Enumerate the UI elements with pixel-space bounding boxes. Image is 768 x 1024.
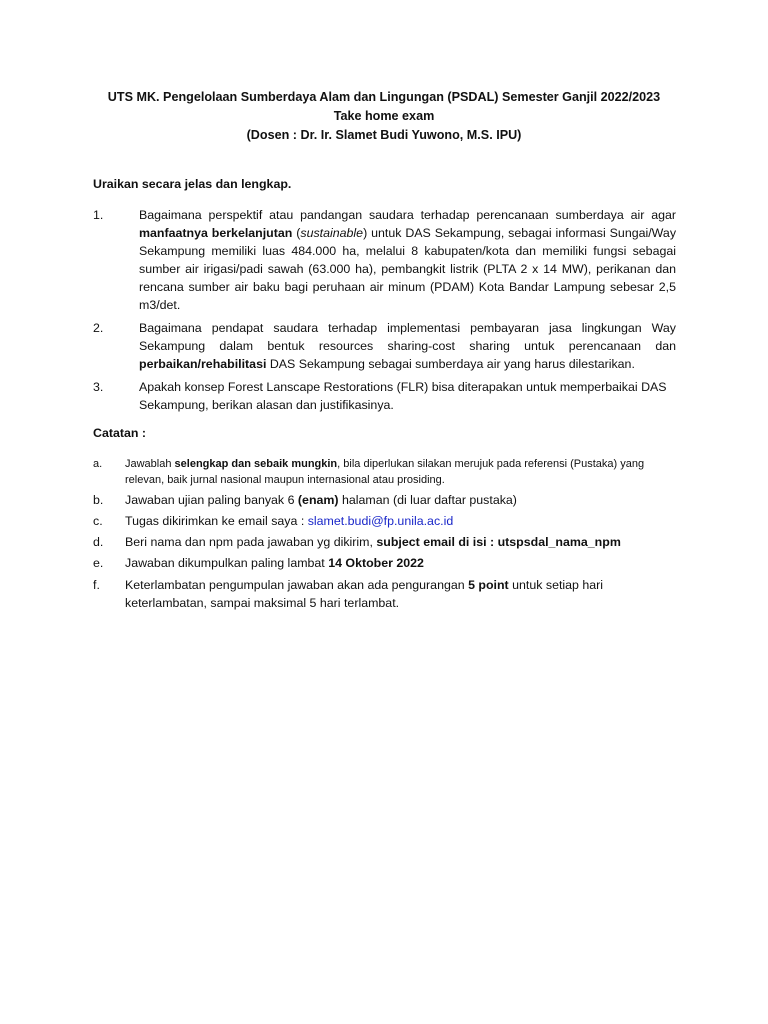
note-text — [125, 491, 676, 509]
note-text-part: Tugas dikirimkan ke email saya : — [125, 514, 308, 528]
notes-heading: Catatan : — [93, 426, 147, 440]
question-text — [139, 378, 676, 414]
note-letter: e. — [93, 556, 104, 570]
question-text-part: ( — [292, 226, 301, 240]
note-text-part: untuk setiap hari keterlambatan, sampai maksimal 5 hari terlambat. — [125, 578, 604, 610]
note-item — [93, 576, 676, 612]
note-text — [125, 456, 676, 488]
note-letter: d. — [93, 535, 104, 549]
question-bold-text: perbaikan/rehabilitasi — [139, 357, 267, 371]
instruction-text: Uraikan secara jelas dan lengkap. — [93, 177, 292, 191]
note-bold-text: selengkap dan sebaik mungkin — [174, 458, 338, 470]
document-header — [0, 88, 768, 145]
question-item — [93, 378, 676, 414]
note-text-part: Jawaban ujian paling banyak 6 — [125, 493, 298, 507]
note-item — [93, 554, 676, 572]
question-item — [93, 319, 676, 373]
note-text — [125, 512, 676, 530]
lecturer-line: (Dosen : Dr. Ir. Slamet Budi Yuwono, M.S. IPU) — [246, 128, 522, 142]
note-letter: c. — [93, 514, 103, 528]
question-italic-text: sustainable — [300, 226, 364, 240]
note-letter: a. — [93, 458, 103, 470]
note-text — [125, 533, 676, 551]
note-text-part: Keterlambatan pengumpulan jawaban akan ada pengurangan — [125, 578, 469, 592]
note-bold-text: 14 Oktober 2022 — [328, 556, 424, 570]
note-text-part: halaman (di luar daftar pustaka) — [338, 493, 517, 507]
note-text-part: , bila diperlukan silakan merujuk pada referensi (Pustaka) yang relevan, baik jurnal nasional maupun internasional atau prosiding. — [125, 458, 645, 486]
question-text — [139, 319, 676, 373]
question-number: 1. — [93, 208, 104, 222]
note-item — [93, 491, 676, 509]
note-letter: b. — [93, 493, 104, 507]
exam-title: UTS MK. Pengelolaan Sumberdaya Alam dan Lingungan (PSDAL) Semester Ganjil 2022/2023 — [107, 90, 661, 104]
question-text — [139, 206, 676, 314]
note-text-part: Jawaban dikumpulkan paling lambat — [125, 556, 329, 570]
note-text — [125, 554, 676, 572]
note-bold-text: subject email di isi : utspsdal_nama_npm — [376, 535, 621, 549]
note-text-part: Jawablah — [125, 458, 175, 470]
note-text — [125, 576, 676, 612]
note-item — [93, 512, 676, 530]
question-text-part: Apakah konsep Forest Lanscape Restorations (FLR) bisa diterapakan untuk memperbaikai DAS Sekampung, berikan alasan dan justifikasinya. — [139, 380, 667, 412]
note-item — [93, 456, 676, 488]
question-text-part: DAS Sekampung sebagai sumberdaya air yang harus dilestarikan. — [266, 357, 635, 371]
question-number: 3. — [93, 380, 104, 394]
question-number: 2. — [93, 321, 104, 335]
note-item — [93, 533, 676, 551]
note-bold-text: (enam) — [297, 493, 339, 507]
question-bold-text: manfaatnya berkelanjutan — [139, 226, 293, 240]
exam-subtitle: Take home exam — [333, 109, 435, 123]
question-text-part: Bagaimana perspektif atau pandangan saudara terhadap perencanaan sumberdaya air agar — [139, 208, 676, 222]
note-bold-text: 5 point — [468, 578, 509, 592]
note-text-part: Beri nama dan npm pada jawaban yg dikirim, — [125, 535, 377, 549]
email-link[interactable]: slamet.budi@fp.unila.ac.id — [307, 514, 454, 528]
question-text-part: Bagaimana pendapat saudara terhadap implementasi pembayaran jasa lingkungan Way Sekampung dalam bentuk resources sharing-cost sharing untuk perencanaan dan — [139, 321, 676, 353]
question-item — [93, 206, 676, 314]
notes-list — [93, 456, 676, 615]
question-list — [93, 206, 676, 419]
question-text-part: ) untuk DAS Sekampung, sebagai informasi Sungai/Way Sekampung memiliki luas 484.000 ha, melalui 8 kabupaten/kota dan memiliki fungsi sebagai sumber air irigasi/padi sawah (63.000 ha), pembangkit listrik (PLTA 2 x 14 MW), perikanan dan rencana sumber air baku bagi peruhaan air minum (PDAM) Kota Bandar Lampung sebesar 2,5 m3/det. — [139, 226, 677, 312]
note-letter: f. — [93, 578, 100, 592]
